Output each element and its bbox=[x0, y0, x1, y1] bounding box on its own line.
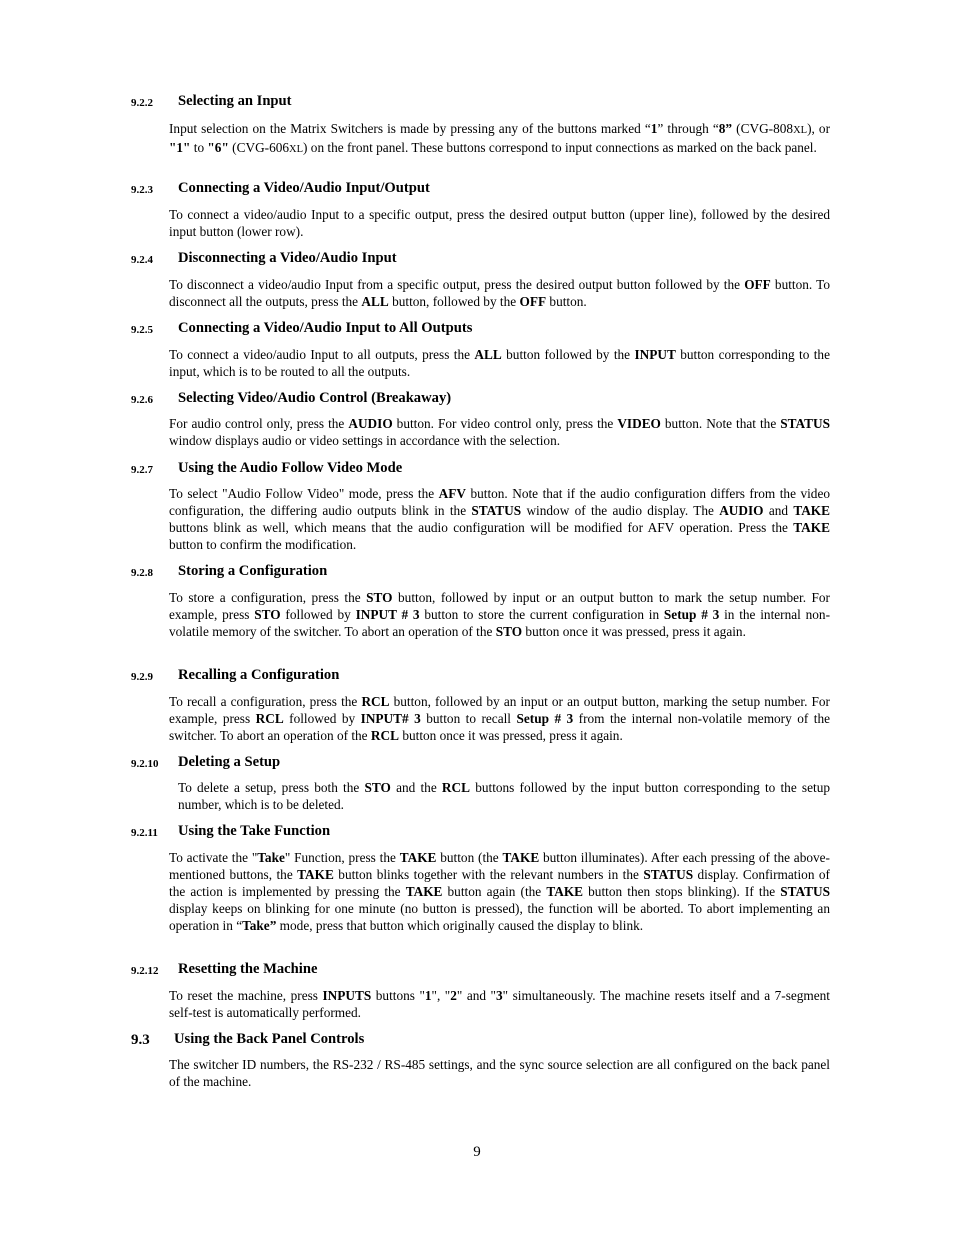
bold-term: TAKE bbox=[502, 850, 540, 865]
section-9-2-2 bbox=[0, 93, 954, 155]
small-caps-text: XL bbox=[793, 125, 808, 136]
text-run: button corresponding to the input, which is to be routed to all the outputs. bbox=[169, 347, 830, 379]
bold-term: RCL bbox=[361, 694, 390, 709]
section-9-2-8 bbox=[0, 563, 954, 639]
section-9-2-10 bbox=[0, 754, 954, 812]
text-run: to bbox=[190, 140, 208, 155]
section-number: 9.2.4 bbox=[131, 254, 153, 266]
bold-term: STO bbox=[254, 607, 281, 622]
text-run: button then stops blinking). If the bbox=[583, 884, 781, 899]
text-run: To reset the machine, press bbox=[169, 988, 323, 1003]
bold-term: 1 bbox=[650, 121, 658, 136]
bold-term: INPUT # 3 bbox=[355, 607, 420, 622]
section-heading bbox=[0, 667, 954, 687]
text-run: button illuminates). After each pressing of the above-mentioned buttons, the bbox=[169, 850, 830, 882]
text-run: button once it was pressed, press it again. bbox=[522, 624, 746, 639]
section-number: 9.2.2 bbox=[131, 97, 153, 109]
section-body bbox=[169, 485, 830, 553]
section-9-2-9 bbox=[0, 667, 954, 743]
section-title: Selecting an Input bbox=[178, 93, 292, 109]
text-run: " and " bbox=[456, 988, 496, 1003]
section-title: Recalling a Configuration bbox=[178, 667, 340, 683]
text-run: button to store the current configuration in bbox=[419, 607, 664, 622]
bold-term: Setup # 3 bbox=[516, 711, 574, 726]
section-number: 9.2.3 bbox=[131, 184, 153, 196]
bold-term: Setup # 3 bbox=[663, 607, 720, 622]
section-heading bbox=[0, 754, 954, 774]
section-9-2-6 bbox=[0, 390, 954, 448]
section-title: Connecting a Video/Audio Input/Output bbox=[178, 180, 430, 196]
bold-term: STO bbox=[364, 780, 391, 795]
bold-term: AUDIO bbox=[719, 503, 764, 518]
bold-term: TAKE bbox=[405, 884, 443, 899]
bold-term: INPUT bbox=[634, 347, 676, 362]
text-run: buttons " bbox=[371, 988, 425, 1003]
text-run: button to confirm the modification. bbox=[169, 537, 357, 552]
section-body bbox=[169, 206, 830, 240]
section-body bbox=[178, 779, 830, 813]
section-heading bbox=[0, 320, 954, 340]
text-run: button. Note that the bbox=[660, 416, 781, 431]
page-number: 9 bbox=[473, 1144, 481, 1160]
text-run: buttons followed by the input button corresponding to the setup number, which is to be deleted. bbox=[178, 780, 831, 812]
bold-term: TAKE bbox=[297, 867, 334, 882]
text-run: and bbox=[763, 503, 794, 518]
text-run: followed by bbox=[280, 607, 356, 622]
section-number: 9.2.12 bbox=[131, 965, 159, 977]
section-title: Using the Take Function bbox=[178, 823, 331, 839]
section-body bbox=[169, 693, 830, 744]
bold-term: RCL bbox=[370, 728, 399, 743]
text-run: window of the audio display. The bbox=[521, 503, 720, 518]
text-run: button followed by the bbox=[501, 347, 635, 362]
section-number: 9.2.11 bbox=[131, 827, 158, 839]
text-run: button once it was pressed, press it again. bbox=[399, 728, 623, 743]
text-run: To delete a setup, press both the bbox=[178, 780, 365, 795]
text-run: (CVG-808 bbox=[732, 121, 794, 136]
text-run: display keeps on blinking for one minute (no button is pressed), the function will be aborted. To abort implementing an operation in “ bbox=[169, 901, 830, 933]
section-title: Selecting Video/Audio Control (Breakaway) bbox=[178, 390, 452, 406]
section-heading bbox=[0, 823, 954, 843]
text-run: button. Note that if the audio configuration differs from the video configuration, the differing audio outputs blink in the bbox=[169, 486, 830, 518]
bold-term: ALL bbox=[361, 294, 389, 309]
text-run: To select "Audio Follow Video" mode, press the bbox=[169, 486, 439, 501]
bold-term: RCL bbox=[441, 780, 470, 795]
section-body bbox=[169, 1056, 830, 1090]
bold-term: AUDIO bbox=[348, 416, 393, 431]
section-9-2-11 bbox=[0, 823, 954, 933]
section-body bbox=[169, 276, 830, 310]
text-run: ", " bbox=[431, 988, 451, 1003]
section-number: 9.2.8 bbox=[131, 567, 153, 579]
section-heading bbox=[0, 180, 954, 200]
bold-term: STO bbox=[495, 624, 523, 639]
bold-term: 2 bbox=[450, 988, 457, 1003]
section-body bbox=[169, 987, 830, 1021]
text-run: For audio control only, press the bbox=[169, 416, 349, 431]
section-body bbox=[169, 589, 830, 640]
text-run: and the bbox=[390, 780, 442, 795]
section-number: 9.3 bbox=[131, 1032, 150, 1048]
bold-term: OFF bbox=[519, 294, 547, 309]
bold-term: STATUS bbox=[643, 867, 694, 882]
text-run: in the internal non-volatile memory of the switcher. To abort an operation of the bbox=[169, 607, 830, 639]
bold-term: STATUS bbox=[780, 416, 830, 431]
text-run: To store a configuration, press the bbox=[169, 590, 367, 605]
bold-term: STATUS bbox=[471, 503, 522, 518]
bold-term: "1" bbox=[169, 140, 191, 155]
section-heading bbox=[0, 250, 954, 270]
bold-term: OFF bbox=[744, 277, 771, 292]
text-run: button blinks together with the relevant numbers in the bbox=[333, 867, 644, 882]
section-heading bbox=[0, 460, 954, 480]
text-run: ), or bbox=[807, 121, 830, 136]
text-run: button again (the bbox=[442, 884, 547, 899]
section-heading bbox=[0, 563, 954, 583]
section-9-2-12 bbox=[0, 961, 954, 1020]
section-9-3 bbox=[0, 1031, 954, 1089]
text-run: followed by bbox=[283, 711, 361, 726]
text-run: button, followed by input or an output button to mark the setup number. For example, press bbox=[169, 590, 830, 622]
text-run: To connect a video/audio Input to all outputs, press the bbox=[169, 347, 475, 362]
section-body bbox=[169, 346, 830, 380]
text-run: (CVG-606 bbox=[228, 140, 290, 155]
section-body bbox=[169, 415, 830, 449]
text-run: To connect a video/audio Input to a specific output, press the desired output button (upper line), followed by the desired input button (lower row). bbox=[169, 207, 830, 239]
text-run: button. bbox=[546, 294, 587, 309]
text-run: To activate the " bbox=[169, 850, 258, 865]
section-heading bbox=[0, 390, 954, 410]
bold-term: Take” bbox=[242, 918, 277, 933]
text-run: display. Confirmation of the action is implemented by pressing the bbox=[169, 867, 830, 899]
bold-term: STATUS bbox=[780, 884, 831, 899]
bold-term: TAKE bbox=[546, 884, 584, 899]
bold-term: RCL bbox=[255, 711, 284, 726]
section-title: Using the Back Panel Controls bbox=[174, 1031, 365, 1047]
bold-term: TAKE bbox=[793, 520, 830, 535]
text-run: Input selection on the Matrix Switchers is made by pressing any of the buttons marked “ bbox=[169, 121, 651, 136]
text-run: button, followed by the bbox=[388, 294, 520, 309]
section-heading bbox=[0, 961, 954, 981]
section-body bbox=[169, 120, 830, 158]
section-title: Disconnecting a Video/Audio Input bbox=[178, 250, 397, 266]
section-9-2-3 bbox=[0, 180, 954, 239]
section-title: Connecting a Video/Audio Input to All Outputs bbox=[178, 320, 473, 336]
bold-term: Take bbox=[257, 850, 285, 865]
section-number: 9.2.5 bbox=[131, 324, 153, 336]
bold-term: TAKE bbox=[793, 503, 831, 518]
text-run: buttons blink as well, which means that the audio configuration will be modified for AFV operation. Press the bbox=[169, 520, 794, 535]
section-9-2-4 bbox=[0, 250, 954, 309]
small-caps-text: XL bbox=[289, 144, 304, 155]
text-run: To disconnect a video/audio Input from a specific output, press the desired output button followed by the bbox=[169, 277, 745, 292]
bold-term: "6" bbox=[207, 140, 229, 155]
text-run: ) on the front panel. These buttons correspond to input connections as marked on the back panel. bbox=[303, 140, 817, 155]
text-run: " Function, press the bbox=[284, 850, 400, 865]
section-number: 9.2.6 bbox=[131, 394, 153, 406]
text-run: window displays audio or video settings in accordance with the selection. bbox=[169, 433, 561, 448]
section-heading bbox=[0, 1031, 954, 1051]
bold-term: STO bbox=[366, 590, 393, 605]
text-run: " simultaneously. The machine resets itself and a 7-segment self-test is automatically performed. bbox=[169, 988, 831, 1020]
section-body bbox=[169, 849, 830, 934]
text-run: button. For video control only, press the bbox=[392, 416, 618, 431]
text-run: To recall a configuration, press the bbox=[169, 694, 362, 709]
section-number: 9.2.10 bbox=[131, 758, 159, 770]
bold-term: ALL bbox=[474, 347, 502, 362]
text-run: button, followed by an input or an output button, marking the setup number. For example, press bbox=[169, 694, 830, 726]
text-run: mode, press that button which originally caused the display to blink. bbox=[276, 918, 644, 933]
text-run: from the internal non-volatile memory of the switcher. To abort an operation of the bbox=[169, 711, 830, 743]
section-heading bbox=[0, 93, 954, 113]
section-number: 9.2.9 bbox=[131, 671, 153, 683]
bold-term: INPUT# 3 bbox=[360, 711, 421, 726]
text-run: button (the bbox=[436, 850, 503, 865]
bold-term: 1 bbox=[424, 988, 432, 1003]
section-9-2-5 bbox=[0, 320, 954, 379]
bold-term: AFV bbox=[438, 486, 466, 501]
section-title: Storing a Configuration bbox=[178, 563, 328, 579]
bold-term: INPUTS bbox=[322, 988, 372, 1003]
section-number: 9.2.7 bbox=[131, 464, 153, 476]
text-run: button to recall bbox=[420, 711, 517, 726]
text-run: ” through “ bbox=[657, 121, 719, 136]
text-run: The switcher ID numbers, the RS-232 / RS-485 settings, and the sync source selection are all configured on the back panel of the machine. bbox=[169, 1057, 830, 1089]
bold-term: 3 bbox=[495, 988, 503, 1003]
bold-term: VIDEO bbox=[617, 416, 661, 431]
section-9-2-7 bbox=[0, 460, 954, 552]
section-title: Resetting the Machine bbox=[178, 961, 318, 977]
section-title: Deleting a Setup bbox=[178, 754, 281, 770]
bold-term: 8” bbox=[718, 121, 733, 136]
section-title: Using the Audio Follow Video Mode bbox=[178, 460, 403, 476]
text-run: button. To disconnect all the outputs, press the bbox=[169, 277, 830, 309]
bold-term: TAKE bbox=[399, 850, 437, 865]
